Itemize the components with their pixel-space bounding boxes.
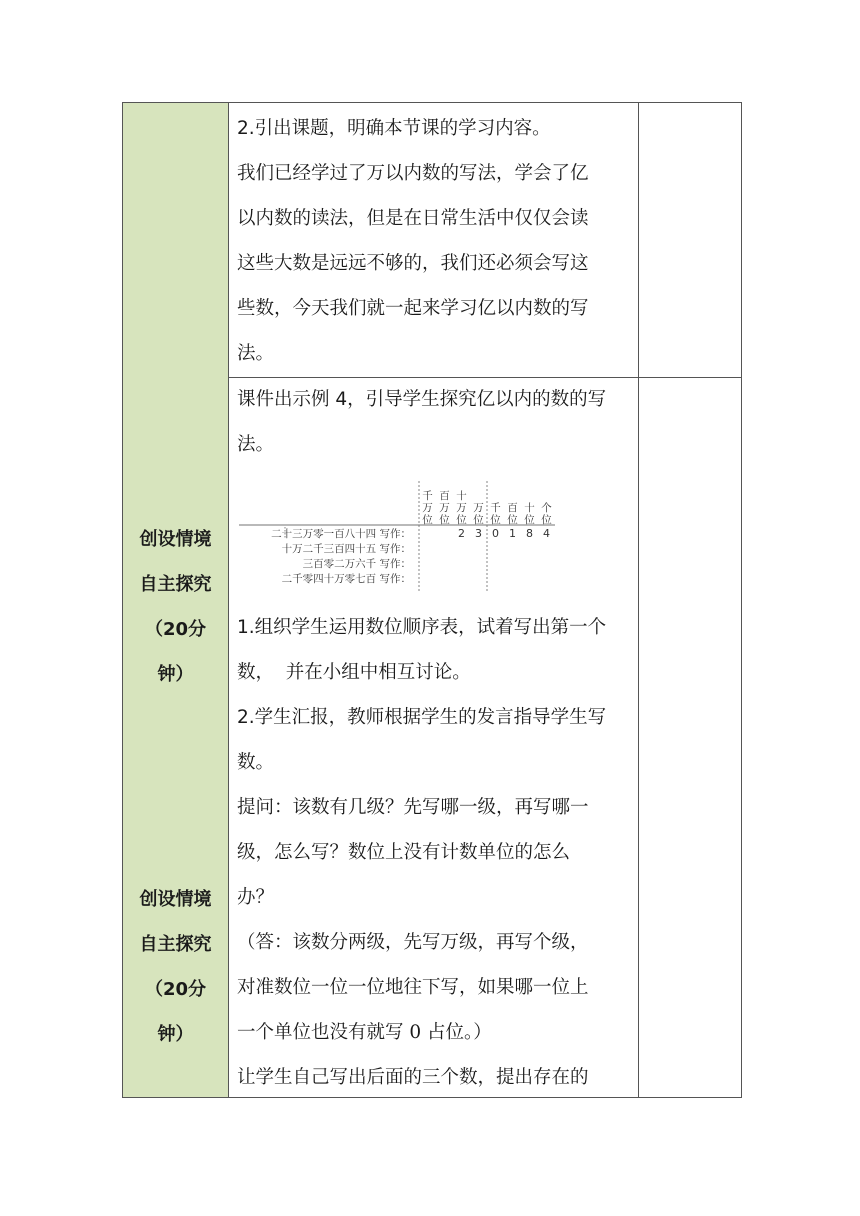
text-line: 办？ bbox=[237, 887, 275, 908]
place-header-char: 万 bbox=[473, 502, 484, 514]
answer-line: 对准数位一位一位地往下写，如果哪一位上 bbox=[237, 977, 589, 998]
digit: 2 bbox=[458, 527, 465, 540]
table-row-intro bbox=[123, 103, 741, 378]
place-header-char: 万 bbox=[439, 502, 450, 514]
text-line: 2.学生汇报，教师根据学生的发言指导学生写 bbox=[237, 707, 607, 728]
stage-cell bbox=[123, 377, 229, 1097]
digit: 3 bbox=[475, 527, 482, 540]
digit: 4 bbox=[543, 527, 550, 540]
place-header-char: 位 bbox=[507, 514, 518, 526]
number-words: 二十三万零一百八十四 写作： bbox=[271, 528, 411, 540]
place-header-char: 位 bbox=[524, 514, 535, 526]
stage-label-1: 创设情境 自主探究 （20分 钟） bbox=[139, 529, 212, 685]
number-words: 二千零四十万零七百 写作： bbox=[281, 573, 411, 585]
digit: 0 bbox=[492, 527, 499, 540]
content-cell-explore bbox=[229, 377, 638, 1097]
place-header-char: 千 bbox=[490, 502, 501, 514]
lesson-table bbox=[122, 102, 742, 1098]
number-words: 十万二千三百四十五 写作： bbox=[281, 543, 411, 555]
text-line: 级，怎么写？数位上没有计数单位的怎么 bbox=[237, 842, 571, 863]
column-divider bbox=[638, 103, 639, 377]
place-header-char: 万 bbox=[456, 502, 467, 514]
place-header-char: 位 bbox=[473, 514, 484, 526]
text-line: 法。 bbox=[237, 434, 275, 455]
place-header-char: 万 bbox=[422, 502, 433, 514]
number-words: 三百零二万六千 写作： bbox=[302, 558, 411, 570]
place-header-char: 十 bbox=[456, 490, 467, 502]
text-line: 1.组织学生运用数位顺序表，试着写出第一个 bbox=[237, 617, 607, 638]
text-line: 数。 bbox=[237, 752, 275, 773]
place-header-char: 位 bbox=[456, 514, 467, 526]
place-value-chart bbox=[239, 481, 559, 593]
text-line: 2.引出课题，明确本节课的学习内容。 bbox=[237, 118, 551, 139]
place-header-char: 位 bbox=[490, 514, 501, 526]
answer-line: 一个单位也没有就写 0 占位。） bbox=[237, 1022, 492, 1043]
answer-line: （答：该数分两级，先写万级，再写个级， bbox=[237, 932, 589, 953]
text-line: 课件出示例 4，引导学生探究亿以内的数的写 bbox=[237, 389, 607, 410]
text-line: 让学生自己写出后面的三个数，提出存在的 bbox=[237, 1067, 589, 1088]
content-cell-intro bbox=[229, 103, 638, 377]
table-row-explore bbox=[123, 377, 741, 1097]
text-line: 法。 bbox=[237, 343, 275, 364]
place-header-char: 位 bbox=[439, 514, 450, 526]
place-header-char: 位 bbox=[541, 514, 552, 526]
place-header-char: 百 bbox=[439, 490, 450, 502]
text-line: 些数，今天我们就一起来学习亿以内数的写 bbox=[237, 298, 589, 319]
text-line: 这些大数是远远不够的，我们还必须会写这 bbox=[237, 253, 589, 274]
stage-cell-empty bbox=[123, 103, 229, 377]
place-header-char: 十 bbox=[524, 502, 535, 514]
digit: 1 bbox=[509, 527, 516, 540]
place-header-char: 个 bbox=[541, 502, 552, 514]
text-line: 我们已经学过了万以内数的写法，学会了亿 bbox=[237, 163, 589, 184]
column-divider bbox=[638, 377, 639, 1097]
place-header-char: 千 bbox=[422, 490, 433, 502]
place-header-char: 位 bbox=[422, 514, 433, 526]
text-line: 提问：该数有几级？先写哪一级，再写哪一 bbox=[237, 797, 589, 818]
text-line: 以内数的读法，但是在日常生活中仅仅会读 bbox=[237, 208, 589, 229]
digit: 8 bbox=[526, 527, 533, 540]
text-line: 数， 并在小组中相互讨论。 bbox=[237, 662, 471, 683]
stage-label-2: 创设情境 自主探究 （20分 钟） bbox=[139, 889, 212, 1045]
place-header-char: 百 bbox=[507, 502, 518, 514]
